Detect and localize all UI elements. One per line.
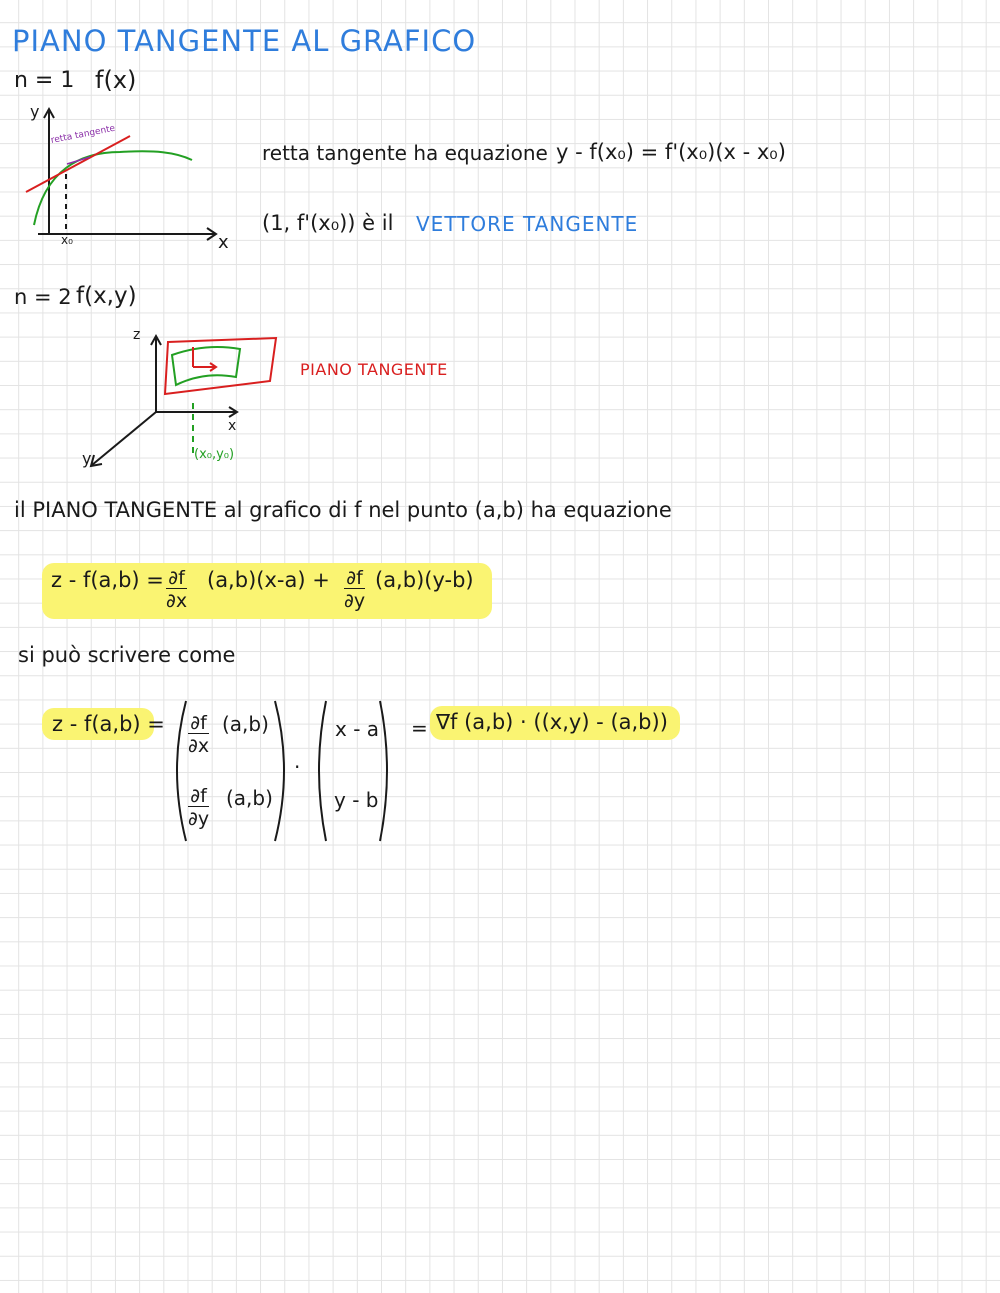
graph2-z-label: z <box>133 327 141 343</box>
tangent-plane-label: PIANO TANGENTE <box>300 360 448 379</box>
tangent-line <box>26 136 130 192</box>
formula1-lhs: z - f(a,b) = <box>51 568 164 592</box>
vector1-row1-partial-x <box>188 714 209 755</box>
graph2-point-label: (x₀,y₀) <box>194 447 235 462</box>
y-axis-3d <box>92 412 156 465</box>
vector1-row2-tail: (a,b) <box>226 786 273 810</box>
tangent-equation-text: retta tangente ha equazione <box>262 141 548 165</box>
graph2-x-label: x <box>228 418 237 434</box>
n1-label: n = 1 <box>14 68 75 93</box>
vector2-row1: x - a <box>335 717 380 741</box>
partial-f-numerator: ∂f <box>190 712 207 734</box>
tangent-plane-statement: il PIANO TANGENTE al grafico di f nel punto (a,b) ha equazione <box>14 498 672 522</box>
n1-function: f(x) <box>95 66 137 94</box>
graph2-y-label: y <box>82 449 92 468</box>
formula2-equals: = <box>411 716 428 740</box>
formula2-lhs: z - f(a,b) = <box>52 712 165 736</box>
partial-y-denominator: ∂y <box>344 590 366 612</box>
tangent-vector-name: VETTORE TANGENTE <box>416 212 639 236</box>
vector1-row1-tail: (a,b) <box>222 712 269 736</box>
partial-y-denominator: ∂y <box>188 808 210 830</box>
graph1-tangent-label: retta tangente <box>50 123 117 146</box>
graph1-x-label: x <box>218 232 229 253</box>
partial-x-denominator: ∂x <box>188 735 210 757</box>
tangent-equation: y - f(x₀) = f'(x₀)(x - x₀) <box>556 140 786 164</box>
formula2-rhs: ∇f (a,b) · ((x,y) - (a,b)) <box>436 710 668 734</box>
vector1-row2-partial-y <box>188 787 209 828</box>
dot-product-symbol: · <box>294 755 301 779</box>
formula1-partial-x <box>166 569 187 610</box>
partial-f-numerator: ∂f <box>346 567 363 589</box>
partial-f-numerator: ∂f <box>190 785 207 807</box>
tangent-line-graph <box>20 100 235 255</box>
tangent-vector-text: (1, f'(x₀)) è il <box>262 211 394 235</box>
tangent-plane-graph <box>80 325 280 475</box>
graph1-x0-label: x₀ <box>61 233 73 247</box>
formula1-middle: (a,b)(x-a) + <box>207 568 330 592</box>
vector2-row2: y - b <box>334 788 379 812</box>
n2-label: n = 2 <box>14 285 72 309</box>
graph1-y-label: y <box>30 102 40 121</box>
n2-function: f(x,y) <box>76 283 137 309</box>
formula1-partial-y <box>344 569 365 610</box>
partial-f-numerator: ∂f <box>168 567 185 589</box>
page-title: PIANO TANGENTE AL GRAFICO <box>12 24 477 58</box>
formula1-tail: (a,b)(y-b) <box>375 568 474 592</box>
partial-x-denominator: ∂x <box>166 590 188 612</box>
function-curve <box>34 151 192 225</box>
rewrite-text: si può scrivere come <box>18 643 236 667</box>
